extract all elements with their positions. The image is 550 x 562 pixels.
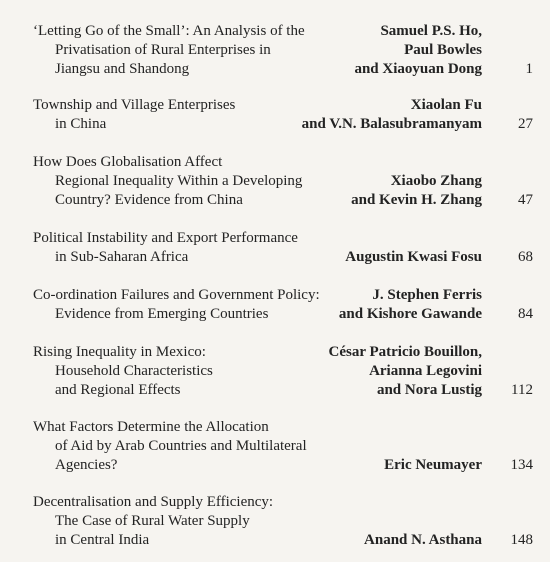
article-title-line: and Regional Effects	[55, 382, 181, 398]
page-number: 148	[510, 532, 533, 548]
page-number: 112	[511, 382, 533, 398]
article-title-line: Household Characteristics	[55, 363, 213, 379]
author-line: and V.N. Balasubramanyam	[301, 116, 482, 132]
article-title-line: Jiangsu and Shandong	[55, 61, 190, 77]
page-number: 1	[525, 61, 533, 77]
article-title-line: Country? Evidence from China	[55, 192, 243, 208]
article-title-line: Agencies?	[55, 457, 118, 473]
page-number: 27	[518, 116, 533, 132]
article-title-line: What Factors Determine the Allocation	[33, 419, 269, 435]
article-title-line: in Central India	[55, 532, 150, 548]
article-title-line: How Does Globalisation Affect	[33, 154, 223, 170]
article-title-line: Rising Inequality in Mexico:	[33, 344, 206, 360]
author-line: Paul Bowles	[404, 42, 482, 58]
article-title-line: The Case of Rural Water Supply	[55, 513, 250, 529]
page-number: 68	[518, 249, 533, 265]
page-number: 134	[510, 457, 533, 473]
author-line: and Kevin H. Zhang	[351, 192, 482, 208]
article-title-line: of Aid by Arab Countries and Multilateral	[55, 438, 307, 454]
article-title-line: in Sub-Saharan Africa	[55, 249, 189, 265]
author-line: Xiaobo Zhang	[390, 173, 482, 189]
article-title-line: Privatisation of Rural Enterprises in	[55, 42, 271, 58]
author-line: Anand N. Asthana	[364, 532, 482, 548]
article-title-line: Political Instability and Export Performance	[33, 230, 298, 246]
article-title-line: Evidence from Emerging Countries	[55, 306, 269, 322]
author-line: Eric Neumayer	[384, 457, 482, 473]
author-line: J. Stephen Ferris	[372, 287, 482, 303]
article-title-line: Co-ordination Failures and Government Policy:	[33, 287, 320, 303]
article-title-line: ‘Letting Go of the Small’: An Analysis of the	[33, 23, 305, 39]
author-line: César Patricio Bouillon,	[328, 344, 482, 360]
article-title-line: Regional Inequality Within a Developing	[55, 173, 303, 189]
author-line: and Nora Lustig	[376, 382, 482, 398]
article-title-line: Township and Village Enterprises	[33, 97, 236, 113]
author-line: and Xiaoyuan Dong	[354, 61, 482, 77]
author-line: and Kishore Gawande	[338, 306, 482, 322]
author-line: Xiaolan Fu	[410, 97, 482, 113]
author-line: Augustin Kwasi Fosu	[345, 249, 482, 265]
page-number: 47	[518, 192, 533, 208]
article-title-line: Decentralisation and Supply Efficiency:	[33, 494, 274, 510]
page-number: 84	[518, 306, 533, 322]
author-line: Arianna Legovini	[369, 363, 482, 379]
article-title-line: in China	[55, 116, 107, 132]
author-line: Samuel P.S. Ho,	[380, 23, 482, 39]
